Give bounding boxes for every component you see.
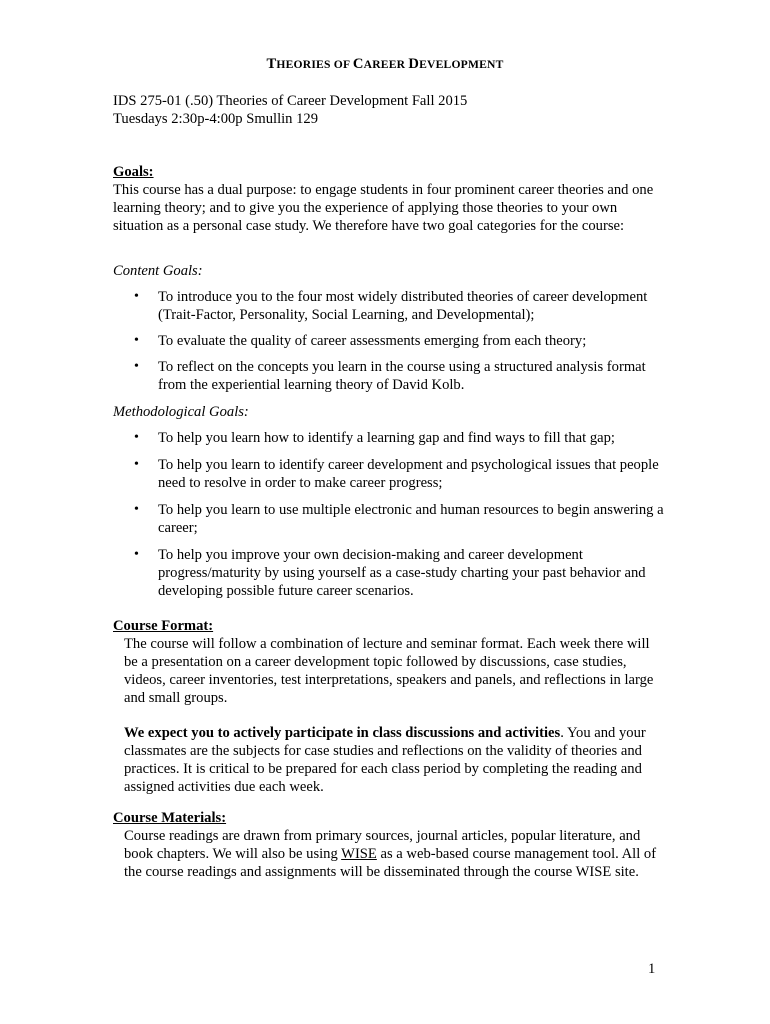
list-item <box>113 546 673 600</box>
title-rest-2: AREER <box>363 58 409 71</box>
materials-text-after: as a web-based course management tool. All of the course readings and assignments will be disseminated through the course WISE site. <box>124 846 657 880</box>
materials-text-before: Course readings are drawn from primary sources, journal articles, popular literature, and book chapters. We will also be using <box>124 828 641 862</box>
list-item-text: To help you learn to use multiple electronic and human resources to begin answering a career; <box>158 502 664 536</box>
participation-emphasis: We expect you to actively participate in class discussions and activities <box>124 725 561 741</box>
course-format-heading: Course Format: <box>113 618 214 634</box>
list-item-text: To help you learn to identify career development and psychological issues that people need to resolve in order to make career progress; <box>158 457 659 491</box>
title-rest-3: EVELOPMENT <box>419 58 504 71</box>
list-item <box>113 332 673 350</box>
list-item-text: To introduce you to the four most widely distributed theories of career development (Trait-Factor, Personality, Social Learning, and Developmental); <box>158 289 648 323</box>
course-materials-paragraph <box>124 827 664 881</box>
methodological-goals-list <box>113 429 673 600</box>
list-item <box>113 288 673 324</box>
content-goals-heading: Content Goals: <box>113 263 203 279</box>
bullet-icon: • <box>134 289 139 304</box>
list-item-text: To reflect on the concepts you learn in the course using a structured analysis format from the experiential learning theory of David Kolb. <box>158 359 646 393</box>
page-title <box>0 55 770 74</box>
title-cap-d: D <box>408 56 420 72</box>
wise-link[interactable]: WISE <box>341 846 377 862</box>
list-item-text: To help you improve your own decision-making and career development progress/maturity by using yourself as a case-study charting your past behavior and developing possible future career scenarios. <box>158 547 646 599</box>
participation-paragraph <box>124 724 664 796</box>
list-item-text: To evaluate the quality of career assessments emerging from each theory; <box>158 333 587 349</box>
course-materials-heading: Course Materials: <box>113 810 227 826</box>
page-number: 1 <box>648 961 656 977</box>
goals-heading: Goals: <box>113 164 154 180</box>
bullet-icon: • <box>134 359 139 374</box>
bullet-icon: • <box>134 457 139 472</box>
list-item <box>113 358 673 394</box>
title-rest-1: HEORIES OF <box>276 58 353 71</box>
content-goals-list <box>113 288 673 394</box>
course-format-paragraph: The course will follow a combination of lecture and seminar format. Each week there will be a presentation on a career development topic followed by discussions, case studies, videos, career inventories, test interpretations, speakers and panels, and reflections in large and small groups. <box>124 636 654 706</box>
goals-intro: This course has a dual purpose: to engage students in four prominent career theories and one learning theory; and to give you the experience of applying those theories to your own situation as a personal case study. We therefore have two goal categories for the course: <box>113 182 654 234</box>
course-schedule-line: Tuesdays 2:30p-4:00p Smullin 129 <box>113 111 319 127</box>
title-cap-t: T <box>266 56 277 72</box>
participation-text: . You and your classmates are the subjects for case studies and reflections on the validity of theories and practices. It is critical to be prepared for each class period by completing the reading and assigned activities due each week. <box>124 725 646 795</box>
title-cap-c: C <box>352 56 364 72</box>
bullet-icon: • <box>134 502 139 517</box>
bullet-icon: • <box>134 333 139 348</box>
bullet-icon: • <box>134 547 139 562</box>
list-item <box>113 501 673 537</box>
list-item <box>113 429 673 447</box>
methodological-goals-heading: Methodological Goals: <box>113 404 249 420</box>
course-info-line: IDS 275-01 (.50) Theories of Career Development Fall 2015 <box>113 93 468 109</box>
bullet-icon: • <box>134 430 139 445</box>
list-item-text: To help you learn how to identify a learning gap and find ways to fill that gap; <box>158 430 615 446</box>
list-item <box>113 456 673 492</box>
